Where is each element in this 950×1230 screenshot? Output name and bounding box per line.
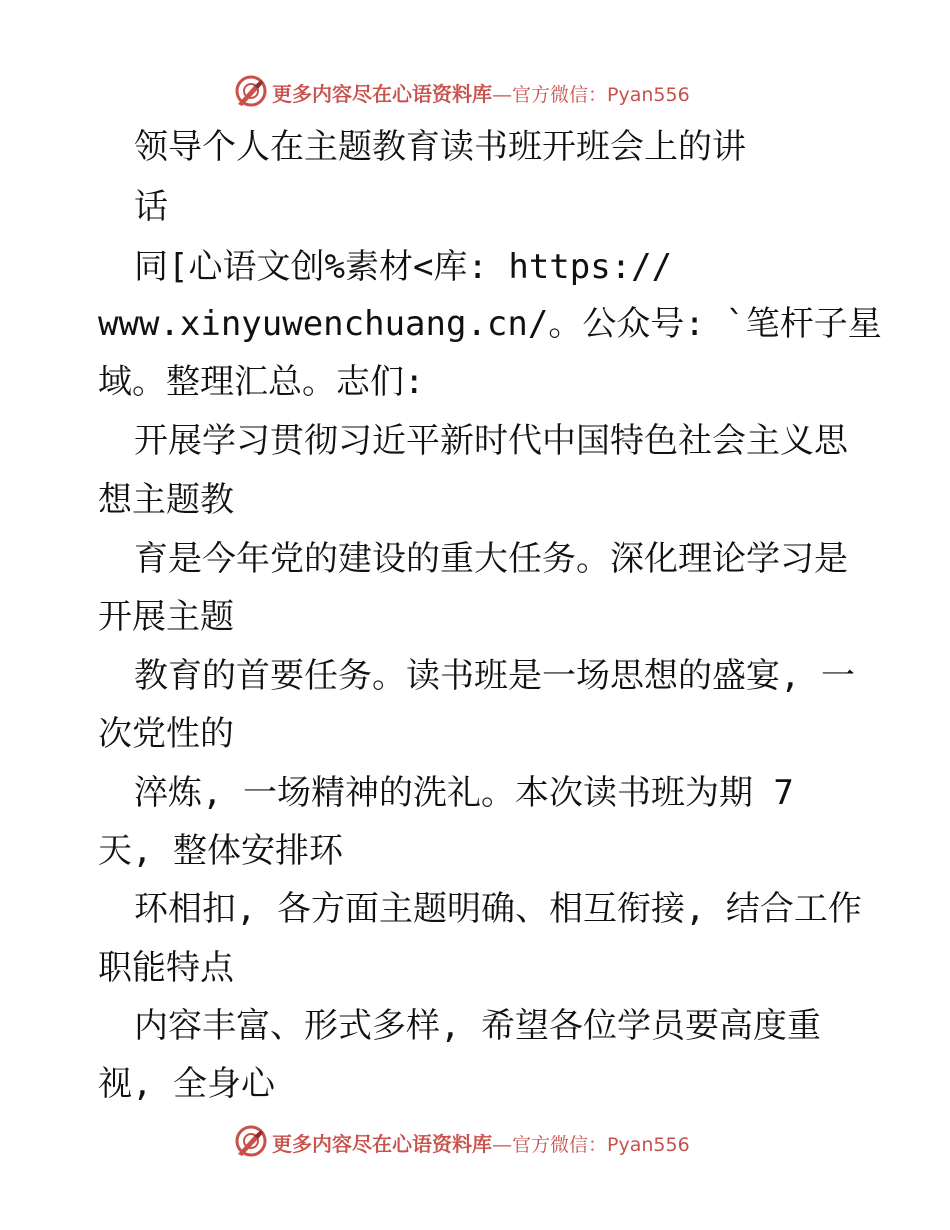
- title-line-1: 领导个人在主题教育读书班开班会上的讲: [134, 127, 746, 167]
- body-line: 同[心语文创%素材<库: https://: [134, 247, 673, 287]
- footer-banner: [0, 1120, 950, 1164]
- body-line: 天, 整体安排环: [98, 831, 343, 871]
- body-line: 职能特点: [98, 948, 234, 988]
- body-line: 次党性的: [98, 714, 234, 754]
- banner-dash: —: [492, 82, 512, 106]
- banner-text: [272, 78, 690, 107]
- banner-slogan: 更多内容尽在心语资料库: [272, 82, 492, 106]
- body-line: 开展主题: [98, 597, 234, 637]
- banner-wechat: 官方微信：Pyan556: [512, 1134, 690, 1156]
- body-line: 内容丰富、形式多样, 希望各位学员要高度重: [134, 1006, 821, 1046]
- pen-logo-icon: [234, 74, 268, 108]
- body-line: 教育的首要任务。读书班是一场思想的盛宴, 一: [134, 656, 855, 696]
- banner-dash: —: [492, 1132, 512, 1156]
- banner-slogan: 更多内容尽在心语资料库: [272, 1132, 492, 1156]
- header-banner: [0, 70, 950, 114]
- body-line: www.xinyuwenchuang.cn/。公众号: `笔杆子星: [98, 304, 882, 344]
- body-line: 域。整理汇总。志们:: [98, 362, 425, 402]
- body-line: 淬炼, 一场精神的洗礼。本次读书班为期 7: [134, 773, 794, 813]
- banner-wechat: 官方微信：Pyan556: [512, 84, 690, 106]
- body-line: 开展学习贯彻习近平新时代中国特色社会主义思: [134, 421, 848, 461]
- pen-logo-icon: [234, 1124, 268, 1158]
- body-line: 环相扣, 各方面主题明确、相互衔接, 结合工作: [134, 889, 862, 929]
- body-line: 视, 全身心: [98, 1064, 275, 1104]
- banner-text: [272, 1128, 690, 1157]
- body-line: 想主题教: [98, 480, 234, 520]
- body-line: 育是今年党的建设的重大任务。深化理论学习是: [134, 539, 848, 579]
- title-line-2: 话: [134, 187, 168, 227]
